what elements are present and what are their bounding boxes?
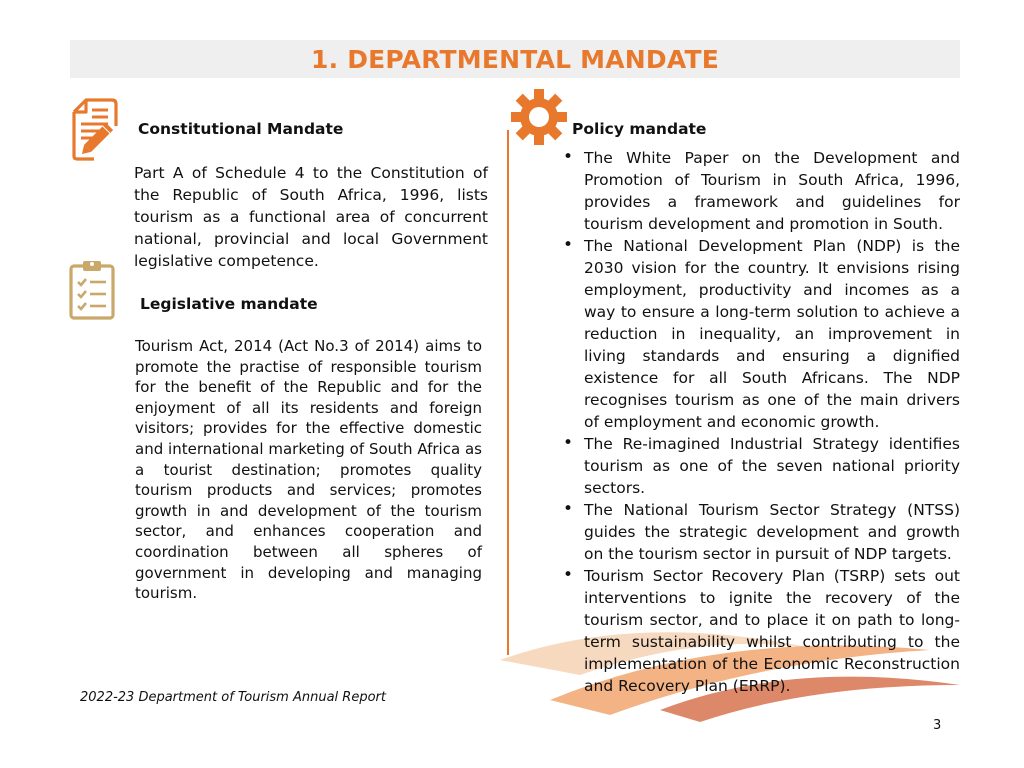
policy-item: • The Re-imagined Industrial Strategy identifies tourism as one of the seven national priority sectors.: [563, 433, 960, 499]
policy-item: • Tourism Sector Recovery Plan (TSRP) sets out interventions to ignite the recovery of the tourism sector, and to place it on path to long-term sustainability whilst contributing to the implementation of the Economic Reconstruction and Recovery Plan (ERRP).: [563, 565, 960, 697]
legislative-body: Tourism Act, 2014 (Act No.3 of 2014) aims to promote the practise of responsible tourism for the benefit of the Republic and for the enjoyment of all its residents and foreign visitors; provides for the effective domestic and international marketing of South Africa as a tourist destination; promotes quality tourism products and services; promotes growth in and development of the tourism sector, and enhances cooperation and coordination between all spheres of government in developing and managing tourism.: [135, 337, 482, 603]
policy-item: • The National Tourism Sector Strategy (NTSS) guides the strategic development and growth on the tourism sector in pursuit of NDP targets.: [563, 499, 960, 565]
policy-item: • The National Development Plan (NDP) is the 2030 vision for the country. It envisions rising employment, productivity and incomes as a way to ensure a long-term solution to achieve a reduction in inequality, an improvement in living standards and ensuring a dignified existence for all South Africans. The NDP recognises tourism as one of the main drivers of employment and economic growth.: [563, 235, 960, 433]
policy-list: [563, 147, 960, 697]
column-divider: [507, 130, 509, 655]
page-title: 1. DEPARTMENTAL MANDATE: [311, 44, 719, 74]
policy-item: • The White Paper on the Development and Promotion of Tourism in South Africa, 1996, provides a framework and guidelines for tourism development and promotion in South.: [563, 147, 960, 235]
legislative-heading: Legislative mandate: [140, 295, 318, 313]
constitutional-body: Part A of Schedule 4 to the Constitution of the Republic of South Africa, 1996, lists tourism as a functional area of concurrent national, provincial and local Government legislative competence.: [134, 164, 488, 270]
page-number: 3: [933, 718, 942, 733]
gear-icon: [510, 88, 568, 150]
title-band: [70, 40, 960, 78]
constitutional-heading: Constitutional Mandate: [138, 120, 344, 138]
clipboard-checklist-icon: [68, 258, 118, 324]
policy-heading: Policy mandate: [572, 120, 707, 138]
report-footer: 2022-23 Department of Tourism Annual Report: [80, 690, 386, 705]
document-edit-icon: [68, 98, 124, 166]
